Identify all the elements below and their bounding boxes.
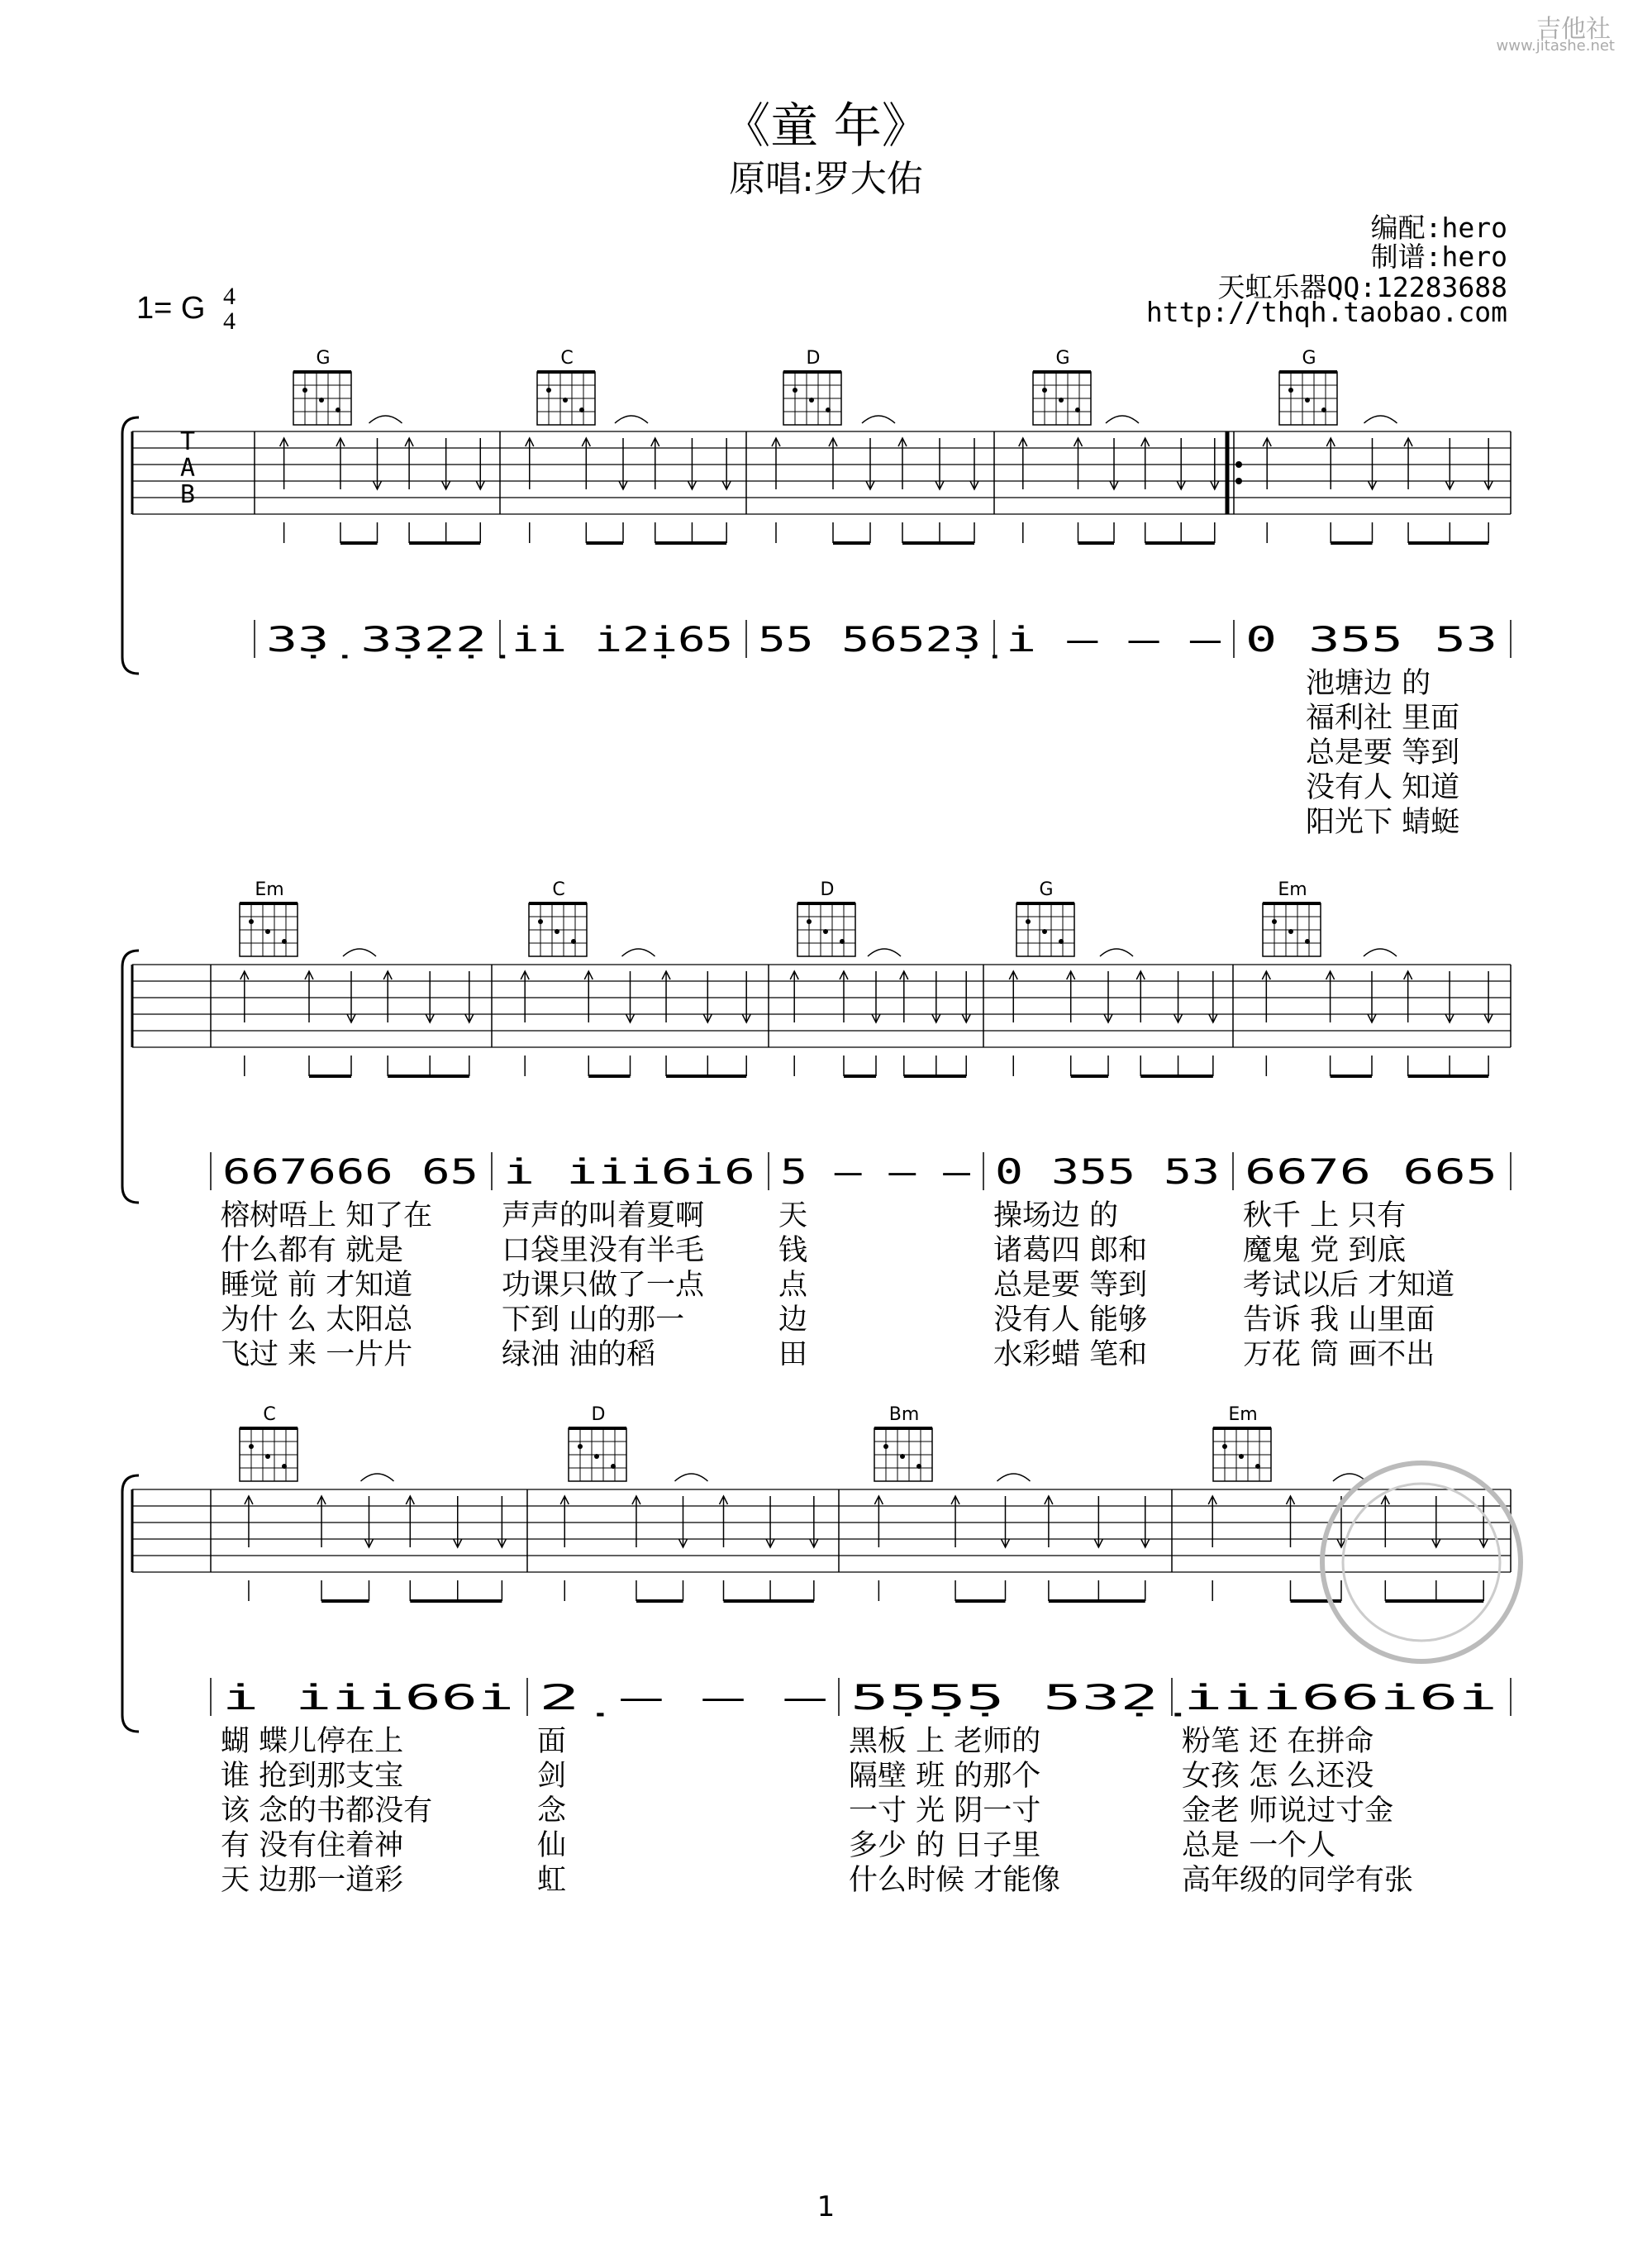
lyric-segment: 下到 山的那一 — [502, 1303, 685, 1337]
tie-arc — [675, 1474, 708, 1481]
lyric-segment: 告诉 我 山里面 — [1243, 1303, 1435, 1337]
chord-name: D — [806, 348, 821, 369]
lyric-line: 阳光下 蜻蜓 — [1306, 806, 1460, 839]
jianpu-measure: 0 355 53 — [1245, 619, 1497, 660]
watermark-url: www.jitashe.net — [1496, 37, 1615, 55]
shop-seal-inner — [1343, 1484, 1500, 1641]
chord-name: C — [552, 879, 565, 900]
tie-arc — [1364, 416, 1397, 423]
lyric-line: 没有人 知道 — [1306, 771, 1460, 804]
chord-diagram — [240, 1404, 298, 1481]
repeat-dot — [1235, 478, 1242, 484]
tie-arc — [361, 1474, 394, 1481]
lyric-segment: 声声的叫着夏啊 — [502, 1199, 705, 1232]
lyric-segment: 念 — [537, 1794, 567, 1828]
tab-clef-letter: B — [180, 480, 196, 509]
credit-transcriber: 制谱:hero — [1370, 241, 1507, 273]
tab-clef-letter: A — [180, 454, 196, 483]
jianpu-measure: 0 355 53 — [995, 1151, 1220, 1192]
lyric-segment: 天 边那一道彩 — [221, 1864, 404, 1897]
lyric-segment: 操场边 的 — [993, 1199, 1119, 1232]
lyric-segment: 秋千 上 只有 — [1243, 1199, 1407, 1232]
tie-arc — [862, 416, 895, 423]
lyric-segment: 口袋里没有半毛 — [502, 1234, 705, 1267]
jianpu-measure: i̇ i̇i̇i̇6i̇6 — [503, 1151, 755, 1192]
lyric-segment: 多少 的 日子里 — [849, 1829, 1041, 1862]
chord-name: C — [560, 348, 574, 369]
lyric-segment: 为什 么 太阳总 — [221, 1303, 413, 1337]
jianpu-measure: i̇i̇ i̇2̣i̇65 — [512, 619, 733, 660]
credit-shop-qq: 天虹乐器QQ:12283688 — [1217, 271, 1507, 303]
jianpu-measure: i̇ i̇i̇i̇66i̇ — [222, 1677, 514, 1718]
lyric-segment: 仙 — [537, 1829, 567, 1862]
chord-diagram — [1213, 1404, 1271, 1481]
chord-diagram — [1033, 348, 1091, 425]
lyric-segment: 田 — [778, 1338, 808, 1371]
lyric-segment: 隔壁 班 的那个 — [849, 1760, 1041, 1793]
system-bracket — [122, 417, 139, 674]
tie-arc — [615, 416, 648, 423]
tie-arc — [1100, 949, 1133, 956]
chord-name: Bm — [888, 1404, 920, 1425]
tie-arc — [369, 416, 402, 423]
lyric-segment: 考试以后 才知道 — [1243, 1269, 1455, 1302]
lyric-segment: 点 — [778, 1269, 808, 1302]
chord-diagram — [783, 348, 841, 425]
tie-arc — [1364, 949, 1397, 956]
lyric-segment: 睡觉 前 才知道 — [221, 1269, 413, 1302]
original-singer: 原唱:罗大佑 — [729, 158, 923, 200]
lyric-segment: 高年级的同学有张 — [1182, 1864, 1414, 1897]
shop-seal — [1322, 1463, 1521, 1661]
chord-name: C — [263, 1404, 276, 1425]
lyric-segment: 绿油 油的稻 — [502, 1338, 656, 1371]
chord-diagram — [1279, 348, 1337, 425]
lyric-segment: 一寸 光 阴一寸 — [849, 1794, 1041, 1828]
chord-diagram — [293, 348, 351, 425]
lyric-line: 福利社 里面 — [1306, 702, 1460, 735]
page-number: 1 — [816, 2190, 836, 2223]
jianpu-measure: 2̣ – – – — [539, 1677, 827, 1718]
lyric-segment: 有 没有住着神 — [221, 1829, 404, 1862]
lyric-segment: 面 — [537, 1725, 567, 1758]
tie-arc — [868, 949, 901, 956]
lyric-segment: 没有人 能够 — [993, 1303, 1148, 1337]
chord-name: Em — [1228, 1404, 1258, 1425]
chord-name: D — [820, 879, 835, 900]
lyric-segment: 黑板 上 老师的 — [849, 1725, 1041, 1758]
tab-clef-letter: T — [180, 427, 196, 456]
tie-arc — [997, 1474, 1031, 1481]
lyric-segment: 诸葛四 郎和 — [993, 1234, 1148, 1267]
jianpu-measure: 667666 65 — [222, 1151, 478, 1192]
chord-name: Em — [1278, 879, 1307, 900]
lyric-segment: 什么时候 才能像 — [849, 1864, 1061, 1897]
system-bracket — [122, 1475, 139, 1732]
chord-name: Em — [255, 879, 284, 900]
time-signature-bottom: 4 — [223, 307, 236, 335]
tie-arc — [622, 949, 655, 956]
tie-arc — [1333, 1474, 1366, 1481]
lyric-segment: 水彩蜡 笔和 — [993, 1338, 1148, 1371]
tie-arc — [343, 949, 376, 956]
chord-diagram — [529, 879, 587, 956]
repeat-dot — [1235, 461, 1242, 468]
jianpu-measure: 5̣5̣5̣5 53̣2̣ — [850, 1677, 1182, 1718]
lyric-segment: 蝴 蝶儿停在上 — [221, 1725, 404, 1758]
lyric-segment: 总是要 等到 — [993, 1269, 1148, 1302]
jianpu-measure: i̇ – – – — [1006, 619, 1222, 660]
chord-diagram — [1016, 879, 1074, 956]
chord-name: G — [1039, 879, 1054, 900]
chord-diagram — [874, 1404, 932, 1481]
chord-diagram — [797, 879, 855, 956]
lyric-segment: 金老 师说过寸金 — [1182, 1794, 1394, 1828]
lyric-segment: 总是 一个人 — [1182, 1829, 1336, 1862]
lyric-segment: 剑 — [537, 1760, 567, 1793]
lyric-line: 总是要 等到 — [1306, 736, 1460, 770]
lyric-line: 池塘边 的 — [1306, 667, 1431, 700]
chord-diagram — [1263, 879, 1321, 956]
system-bracket — [122, 951, 139, 1203]
lyric-segment: 钱 — [778, 1234, 808, 1267]
jianpu-measure: 55 5652̣3̣ — [758, 619, 998, 660]
lyric-segment: 该 念的书都没有 — [221, 1794, 433, 1828]
jianpu-measure: 5 – – – — [780, 1151, 971, 1192]
credit-arranger: 编配:hero — [1370, 212, 1507, 244]
time-signature-top: 4 — [223, 283, 236, 310]
chord-name: G — [1055, 348, 1070, 369]
lyric-segment: 万花 筒 画不出 — [1243, 1338, 1435, 1371]
lyric-segment: 虹 — [537, 1864, 567, 1897]
jianpu-measure: 3̣3̣ 3̣3̣2̣2̣ — [266, 619, 506, 660]
jianpu-measure: 6676 665 — [1245, 1151, 1497, 1192]
lyric-segment: 魔鬼 党 到底 — [1243, 1234, 1407, 1267]
chord-name: D — [591, 1404, 606, 1425]
chord-diagram — [537, 348, 595, 425]
key-signature: 1= G — [136, 291, 206, 326]
tie-arc — [1106, 416, 1139, 423]
song-title: 《童 年》 — [722, 98, 930, 154]
lyric-segment: 功课只做了一点 — [502, 1269, 705, 1302]
lyric-segment: 谁 抢到那支宝 — [221, 1760, 404, 1793]
lyric-segment: 榕树唔上 知了在 — [221, 1199, 433, 1232]
jianpu-measure: i̇i̇i̇66i̇6i̇ — [1183, 1677, 1497, 1718]
lyric-segment: 什么都有 就是 — [221, 1234, 404, 1267]
lyric-segment: 粉笔 还 在拼命 — [1182, 1725, 1374, 1758]
lyric-segment: 女孩 怎 么还没 — [1182, 1760, 1374, 1793]
watermark-logo: 吉他社 — [1536, 16, 1611, 43]
chord-name: G — [316, 348, 331, 369]
chord-diagram — [569, 1404, 626, 1481]
lyric-segment: 飞过 来 一片片 — [221, 1338, 413, 1371]
credit-shop-url: http://thqh.taobao.com — [1145, 296, 1507, 328]
chord-name: G — [1302, 348, 1316, 369]
lyric-segment: 天 — [778, 1199, 808, 1232]
lyric-segment: 边 — [778, 1303, 808, 1337]
chord-diagram — [240, 879, 298, 956]
